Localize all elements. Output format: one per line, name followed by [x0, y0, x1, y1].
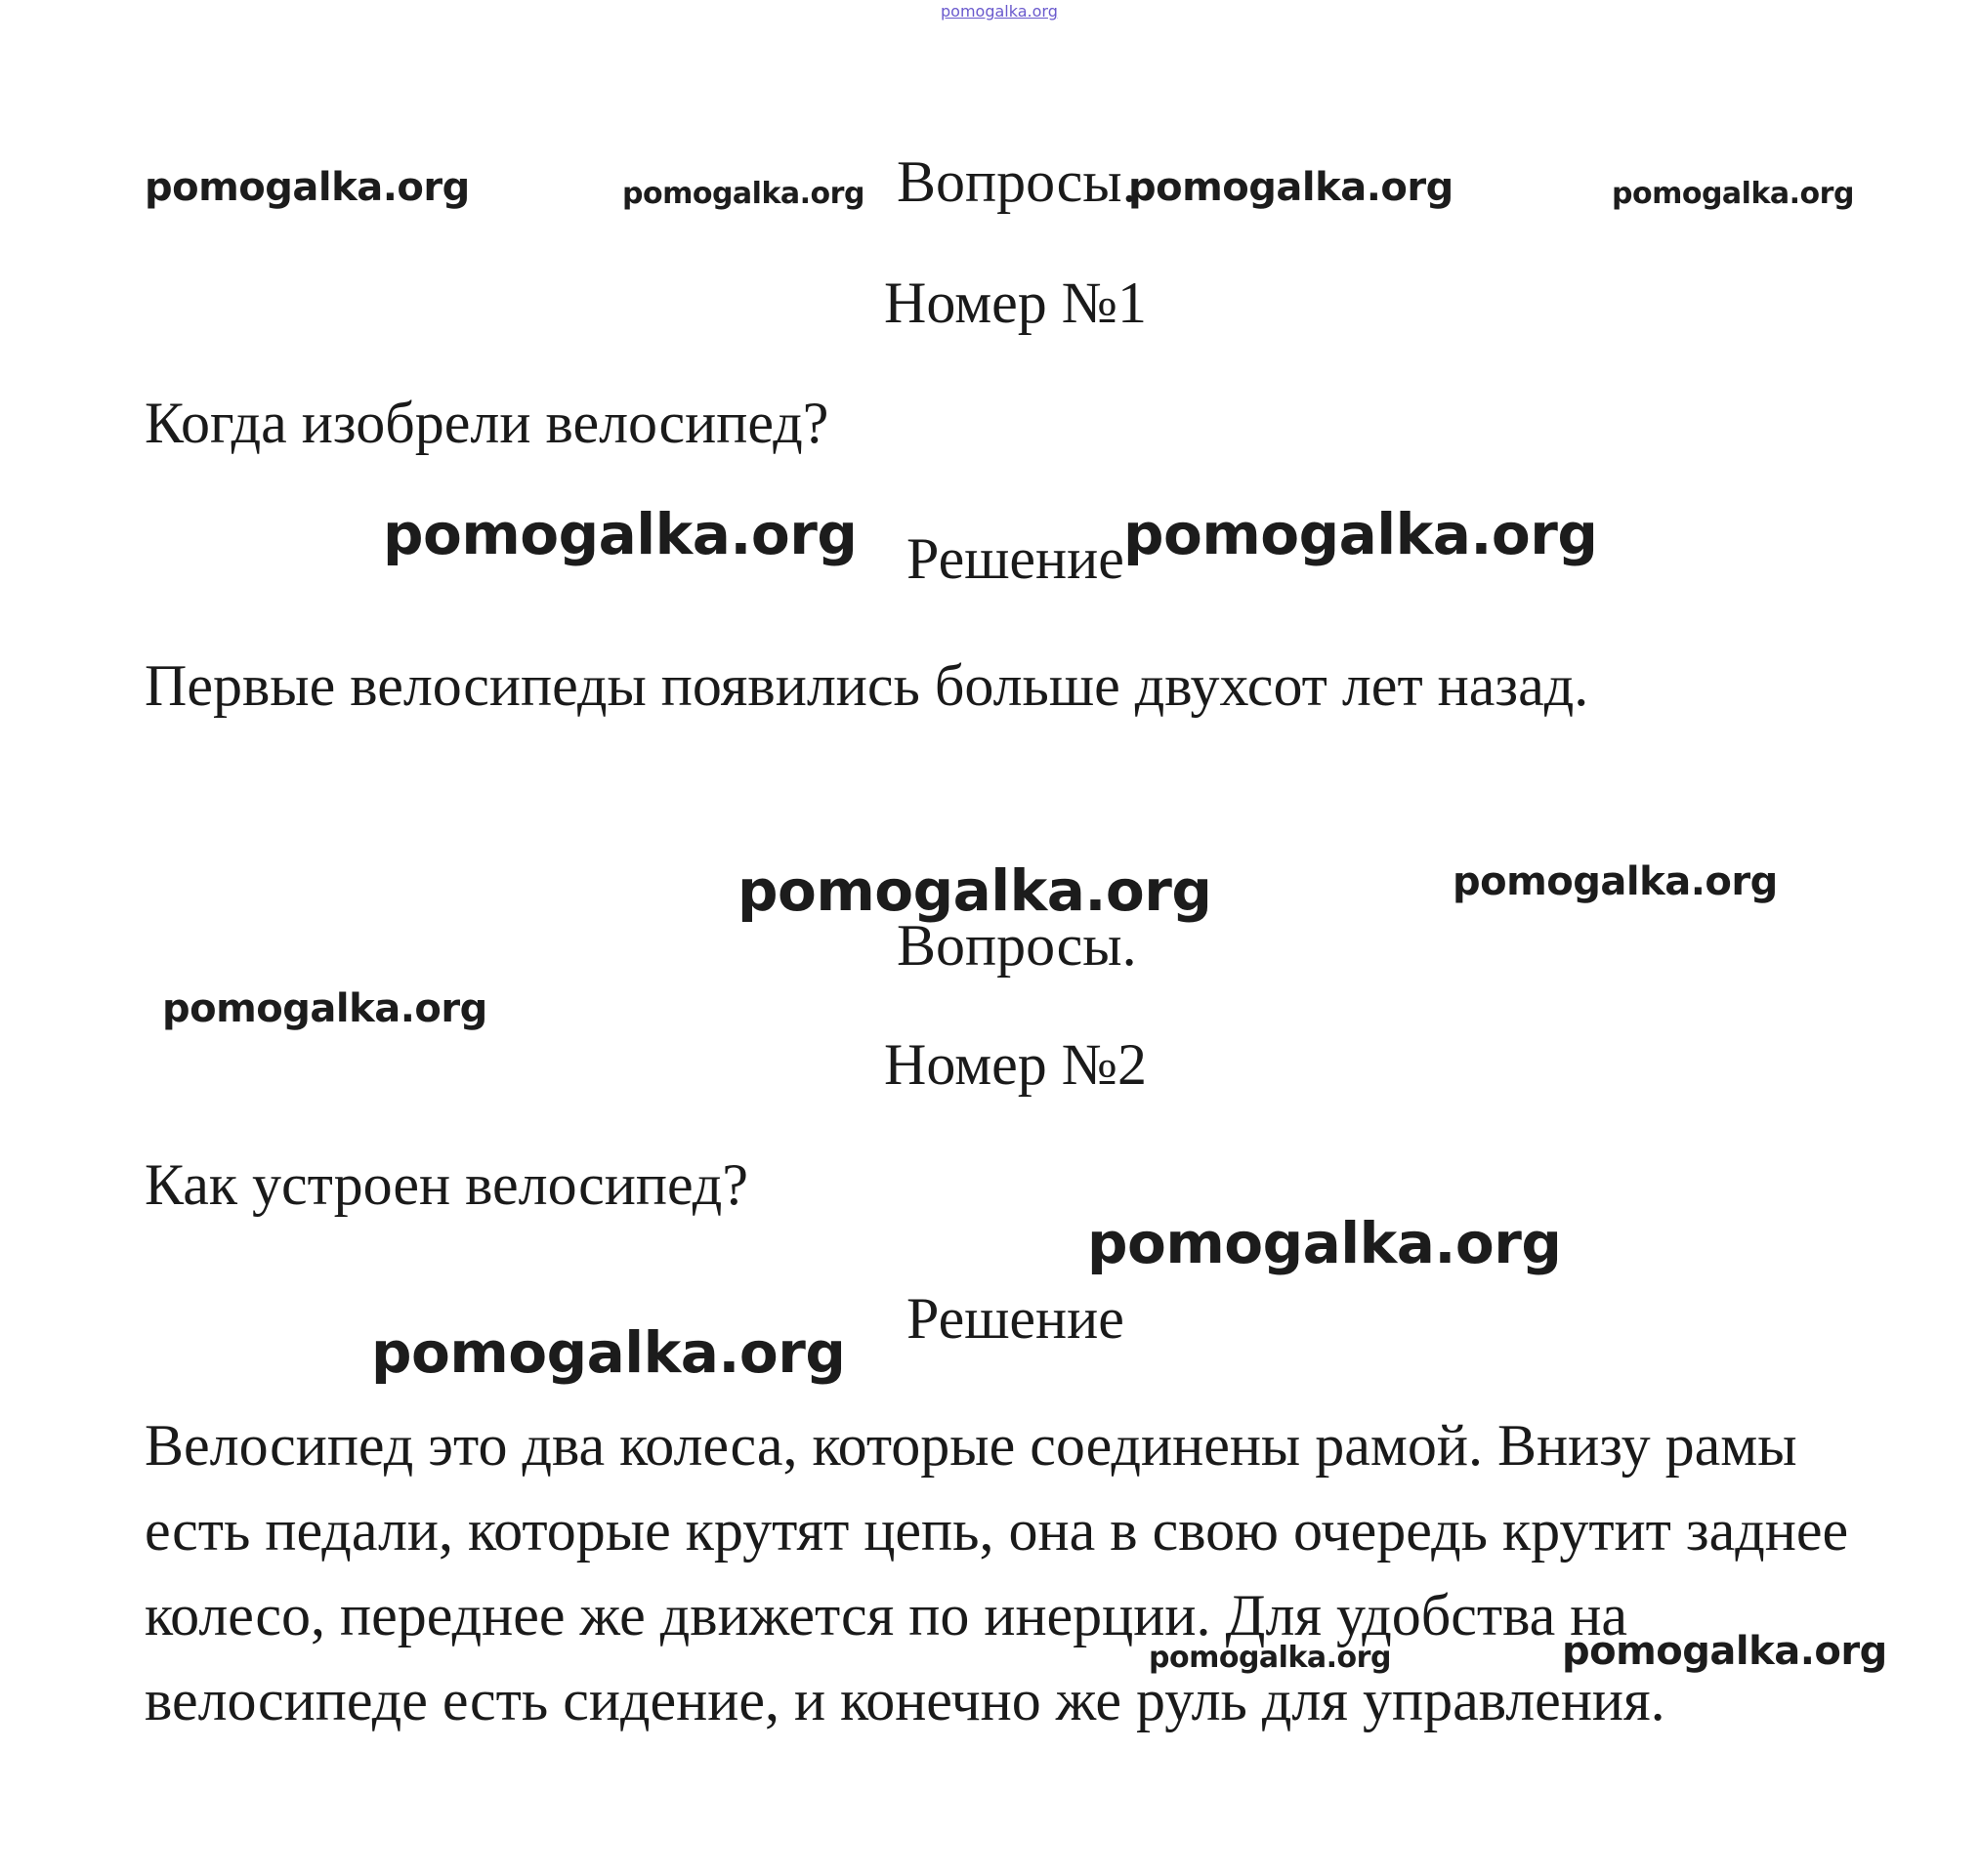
- question-number: Номер №2: [884, 1032, 1148, 1097]
- watermark: pomogalka.org: [1123, 501, 1598, 567]
- watermark: pomogalka.org: [1149, 1641, 1391, 1675]
- watermark: pomogalka.org: [145, 165, 470, 210]
- top-watermark: pomogalka.org: [941, 2, 1058, 21]
- watermark: pomogalka.org: [737, 857, 1212, 924]
- watermark: pomogalka.org: [1612, 177, 1854, 211]
- watermark: pomogalka.org: [162, 986, 487, 1031]
- answer-line: есть педали, которые крутят цепь, она в свою очередь крутит заднее: [145, 1498, 1849, 1563]
- question-text: Как устроен велосипед?: [145, 1152, 748, 1217]
- section-title: Вопросы.: [897, 149, 1137, 214]
- watermark: pomogalka.org: [1128, 165, 1453, 210]
- section-title: Вопросы.: [897, 913, 1137, 978]
- solution-label: Решение: [906, 526, 1124, 591]
- question-number: Номер №1: [884, 271, 1148, 335]
- watermark: pomogalka.org: [383, 501, 858, 567]
- answer-line: колесо, переднее же движется по инерции. Для удобства на: [145, 1583, 1628, 1647]
- answer-line: велосипеде есть сидение, и конечно же руль для управления.: [145, 1668, 1665, 1732]
- question-text: Когда изобрели велосипед?: [145, 391, 829, 455]
- answer-line: Велосипед это два колеса, которые соединены рамой. Внизу рамы: [145, 1413, 1797, 1478]
- watermark: pomogalka.org: [1087, 1210, 1562, 1276]
- watermark: pomogalka.org: [622, 177, 864, 211]
- answer-text: Первые велосипеды появились больше двухсот лет назад.: [145, 653, 1589, 718]
- watermark: pomogalka.org: [1453, 859, 1778, 904]
- watermark: pomogalka.org: [371, 1319, 846, 1386]
- watermark: pomogalka.org: [1562, 1629, 1887, 1674]
- solution-label: Решение: [906, 1286, 1124, 1351]
